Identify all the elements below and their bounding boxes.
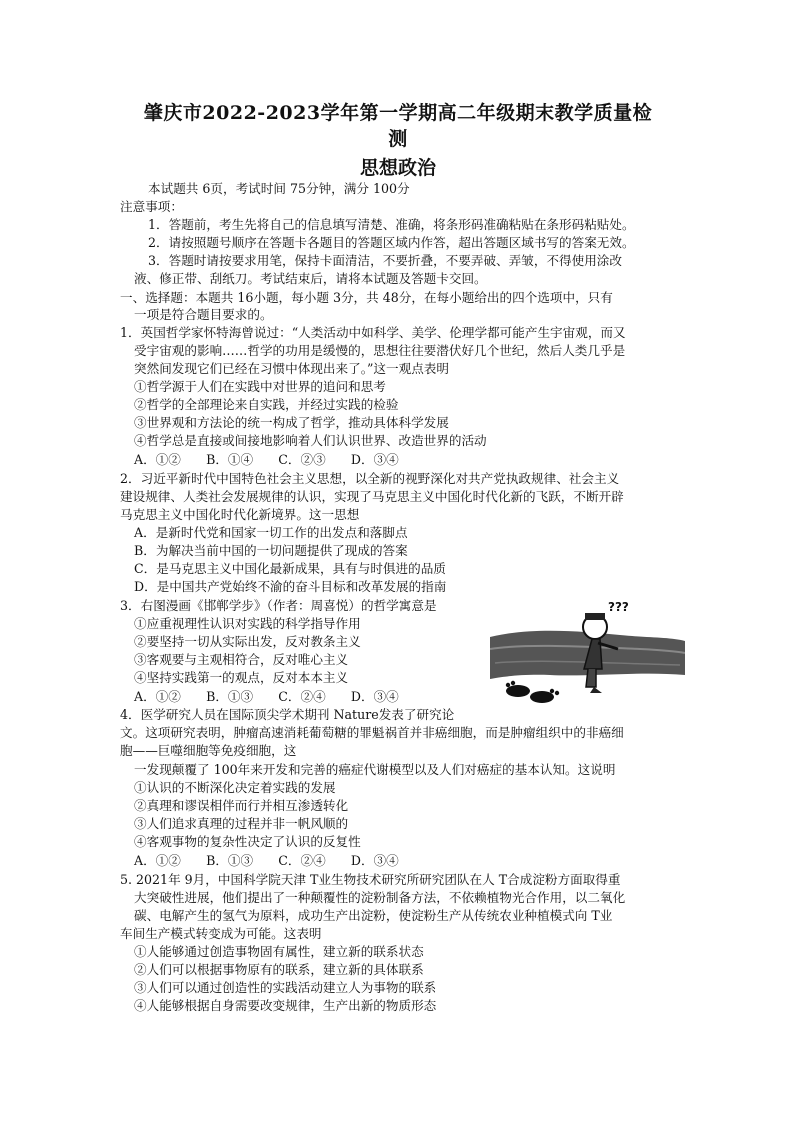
question-5-stem: 5. 2021年 9月，中国科学院天津 T业生物技术研究所研究团队在人 T合成淀粉方面取得重 [120,872,621,887]
question-2-option: B．为解决当前中国的一切问题提供了现成的答案 [134,543,408,558]
cartoon-question-marks: ??? [608,600,629,614]
question-4-statement: ③人们追求真理的过程并非一帆风顺的 [134,816,349,831]
section-heading: 一、选择题：本题共 16小题，每小题 3分，共 48分，在每小题给出的四个选项中，只有 [120,290,613,305]
question-5-stem: 大突破性进展，他们提出了一种颠覆性的淀粉制备方法，不依赖植物光合作用，以二氧化 [134,890,626,905]
question-1-statement: ③世界观和方法论的统一构成了哲学，推动具体科学发展 [134,415,449,430]
question-5-stem: 车间生产模式转变成为可能。这表明 [120,926,322,941]
question-4-options: A．①② B．①③ C．②④ D．③④ [134,853,399,868]
question-1-stem: 1．英国哲学家怀特海曾说过：“人类活动中如科学、美学、伦理学都可能产生宇宙观，而又 [120,325,626,340]
question-4-statement: ①认识的不断深化决定着实践的发展 [134,780,336,795]
notice-heading: 注意事项： [120,199,183,214]
question-5-statement: ③人们可以通过创造性的实践活动建立人为事物的联系 [134,980,437,995]
question-2-option: C．是马克思主义中国化最新成果，具有与时俱进的品质 [134,561,446,576]
exam-intro: 本试题共 6页，考试时间 75分钟，满分 100分 [148,181,410,196]
question-3-statement: ①应重视理性认识对实践的科学指导作用 [134,616,361,631]
question-4-stem: 4．医学研究人员在国际顶尖学术期刊 Nature发表了研究论 [120,707,455,722]
question-1-stem: 受宇宙观的影响……哲学的功用是缓慢的，思想往往要潜伏好几个世纪，然后人类几乎是 [134,343,626,358]
question-5-statement: ①人能够通过创造事物固有属性，建立新的联系状态 [134,944,424,959]
question-2-option: D．是中国共产党始终不渝的奋斗目标和改革发展的指南 [134,579,447,594]
question-1-statement: ②哲学的全部理论来自实践，并经过实践的检验 [134,397,399,412]
notice-item: 1．答题前，考生先将自己的信息填写清楚、准确，将条形码准确粘贴在条形码粘贴处。 [148,217,635,232]
question-4-statement: ④客观事物的复杂性决定了认识的反复性 [134,834,361,849]
question-2-stem: 马克思主义中国化时代化新境界。这一思想 [120,507,360,522]
cartoon-illustration [490,597,685,709]
notice-item: 2．请按照题号顺序在答题卡各题目的答题区域内作答，超出答题区域书写的答案无效。 [148,235,635,250]
question-2-option: A．是新时代党和国家一切工作的出发点和落脚点 [134,525,408,540]
notice-item-continued: 液、修正带、刮纸刀。考试结束后，请将本试题及答题卡交回。 [134,271,487,286]
question-1-statement: ④哲学总是直接或间接地影响着人们认识世界、改造世界的活动 [134,433,487,448]
question-4-statement: ②真理和谬误相伴而行并相互渗透转化 [134,798,349,813]
question-1-statement: ①哲学源于人们在实践中对世界的追问和思考 [134,379,386,394]
exam-title: 肇庆市2022-2023学年第一学期高二年级期末教学质量检 [143,102,653,124]
question-3-options: A．①② B．①③ C．②④ D．③④ [134,689,399,704]
notice-item: 3．答题时请按要求用笔，保持卡面清洁，不要折叠，不要弄破、弄皱，不得使用涂改 [148,253,622,268]
section-heading-continued: 一项是符合题目要求的。 [134,307,273,322]
question-3-stem: 3．右图漫画《邯郸学步》（作者：周喜悦）的哲学寓意是 [120,598,437,613]
question-1-stem: 突然间发现它们已经在习惯中体现出来了。”这一观点表明 [134,361,449,376]
question-5-statement: ②人们可以根据事物原有的联系，建立新的具体联系 [134,962,424,977]
question-4-stem: 一发现颠覆了 100年来开发和完善的癌症代谢模型以及人们对癌症的基本认知。这说明 [134,762,616,777]
question-1-options: A．①② B．①④ C．②③ D．③④ [134,452,399,467]
question-4-stem: 胞——巨噬细胞等免疫细胞，这 [120,743,297,758]
question-5-stem: 碳、电解产生的氢气为原料，成功生产出淀粉，使淀粉生产从传统农业种植模式向 T业 [134,908,613,923]
question-2-stem: 2．习近平新时代中国特色社会主义思想，以全新的视野深化对共产党执政规律、社会主义 [120,471,620,486]
exam-title-continued: 测 [388,128,408,150]
subject-title: 思想政治 [359,157,436,179]
question-3-statement: ②要坚持一切从实际出发，反对教条主义 [134,634,361,649]
question-3-statement: ④坚持实践第一的观点，反对本本主义 [134,670,349,685]
question-2-stem: 建设规律、人类社会发展规律的认识，实现了马克思主义中国化时代化新的飞跃，不断开辟 [120,489,624,504]
question-4-stem: 文。这项研究表明，肿瘤高速消耗葡萄糖的罪魁祸首并非癌细胞，而是肿瘤组织中的非癌细 [120,725,624,740]
question-3-statement: ③客观要与主观相符合，反对唯心主义 [134,652,349,667]
question-5-statement: ④人能够根据自身需要改变规律，生产出新的物质形态 [134,998,437,1013]
